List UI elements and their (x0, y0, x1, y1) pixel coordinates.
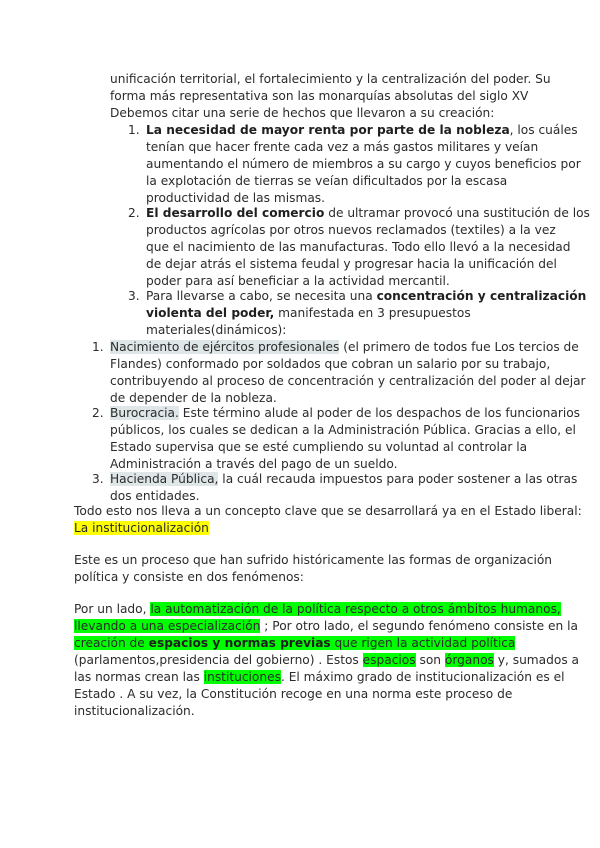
presupuesto-2-line: Estado supervisa que se esté cumpliendo su voluntad al controlar la (110, 440, 528, 454)
presupuesto-2-line: Administración a través del pago de un sueldo. (110, 457, 398, 471)
process-line-2: política y consiste en dos fenómenos: (74, 570, 304, 584)
final-line-5 (74, 669, 564, 686)
presupuesto-1-number: 1. (92, 340, 104, 354)
concept-line: Todo esto nos lleva a un concepto clave que se desarrollará ya en el Estado liberal: (74, 504, 582, 518)
fact-2-heading (146, 205, 590, 222)
fact-1-bold: La necesidad de mayor renta por parte de la nobleza (146, 123, 510, 137)
final-text: . El máximo grado de institucionalización es el (280, 670, 565, 684)
final-text: son (415, 653, 445, 667)
fact-1-rest: , los cuáles (509, 123, 578, 137)
final-highlight: llevando a una especialización (74, 619, 261, 633)
fact-1-line: la explotación de tierras se veían dificultados por la escasa (146, 174, 508, 188)
final-line-4 (74, 652, 579, 669)
intro-line-3: Debemos citar una serie de hechos que llevaron a su creación: (110, 106, 495, 120)
presupuesto-3-heading (110, 471, 577, 488)
process-line-1: Este es un proceso que han sufrido históricamente las formas de organización (74, 553, 553, 567)
final-text: las normas crean las (74, 670, 204, 684)
fact-3-bold: concentración y centralización (376, 289, 587, 303)
presupuesto-1-heading (110, 339, 579, 356)
final-line-3 (74, 635, 515, 652)
presupuesto-3-line: dos entidades. (110, 489, 200, 503)
final-highlight: que rigen la actividad política (330, 636, 516, 650)
presupuesto-2-line: públicos, los cuales se dedican a la Administración Pública. Gracias a ello, el (110, 423, 576, 437)
final-highlight-bold: espacios y normas previas (148, 636, 331, 650)
fact-2-line: de dejar atrás el sistema feudal y progresar hacia la unificación del (146, 257, 557, 271)
presupuesto-2-heading (110, 405, 580, 422)
intro-line-2: forma más representativa son las monarquías absolutas del siglo XV (110, 89, 529, 103)
final-highlight: órganos (444, 653, 494, 667)
final-text: ; Por otro lado, el segundo fenómeno consiste en la (260, 619, 578, 633)
fact-3-line: materiales(dinámicos): (146, 323, 287, 337)
final-line-6: Estado . A su vez, la Constitución recoge en una norma este proceso de (74, 687, 513, 701)
presupuesto-2-highlight: Burocracia. (110, 406, 179, 420)
fact-3-number: 3. (128, 289, 140, 303)
final-highlight: la automatización de la política respecto a otros ámbitos humanos, (150, 602, 561, 616)
final-highlight: creación de (74, 636, 149, 650)
concept-highlight: La institucionalización (74, 521, 209, 535)
fact-3-line-2 (146, 305, 471, 322)
presupuesto-1-line: Flandes) conformado por soldados que cobran un salario por su trabajo, (110, 357, 551, 371)
fact-2-number: 2. (128, 206, 140, 220)
fact-3-pre: Para llevarse a cabo, se necesita una (146, 289, 377, 303)
concept-heading (74, 520, 209, 537)
presupuesto-1-line: de depender de la nobleza. (110, 391, 277, 405)
fact-1-line: productividad de las mismas. (146, 191, 326, 205)
fact-3-bold-2: violenta del poder, (146, 306, 275, 320)
presupuesto-3-highlight: Hacienda Pública, (110, 472, 219, 486)
final-highlight: espacios (362, 653, 416, 667)
final-text: y, sumados a (493, 653, 580, 667)
fact-2-rest: de ultramar provocó una sustitución de los (324, 206, 590, 220)
intro-line-1: unificación territorial, el fortalecimiento y la centralización del poder. Su (110, 72, 551, 86)
fact-1-line: tenían que hacer frente cada vez a más gastos militares y veían (146, 140, 539, 154)
presupuesto-3-rest: la cuál recauda impuestos para poder sostener a las otras (218, 472, 578, 486)
fact-3-heading (146, 288, 586, 305)
presupuesto-1-rest: (el primero de todos fue Los tercios de (339, 340, 579, 354)
presupuesto-3-number: 3. (92, 472, 104, 486)
fact-2-line: que el nacimiento de las manufacturas. Todo ello llevó a la necesidad (146, 240, 571, 254)
fact-1-number: 1. (128, 123, 140, 137)
fact-1-line: aumentando el número de miembros a su cargo y cuyos beneficios por (146, 157, 581, 171)
fact-2-line: poder para así beneficiar a la actividad mercantil. (146, 274, 450, 288)
final-line-7: institucionalización. (74, 704, 195, 718)
presupuesto-2-rest: Este término alude al poder de los despachos de los funcionarios (178, 406, 581, 420)
final-text: Por un lado, (74, 602, 151, 616)
final-line-2 (74, 618, 578, 635)
final-line-1 (74, 601, 561, 618)
fact-1-heading (146, 122, 578, 139)
presupuesto-1-highlight: Nacimiento de ejércitos profesionales (110, 340, 340, 354)
fact-3-rest: manifestada en 3 presupuestos (274, 306, 471, 320)
presupuesto-2-number: 2. (92, 406, 104, 420)
presupuesto-1-line: contribuyendo al proceso de concentración y centralización del poder al dejar (110, 374, 586, 388)
fact-2-line: productos agrícolas por otros nuevos reclamados (textiles) a la vez (146, 223, 556, 237)
final-highlight: instituciones (203, 670, 281, 684)
final-text: (parlamentos,presidencia del gobierno) . Estos (74, 653, 363, 667)
fact-2-bold: El desarrollo del comercio (146, 206, 325, 220)
